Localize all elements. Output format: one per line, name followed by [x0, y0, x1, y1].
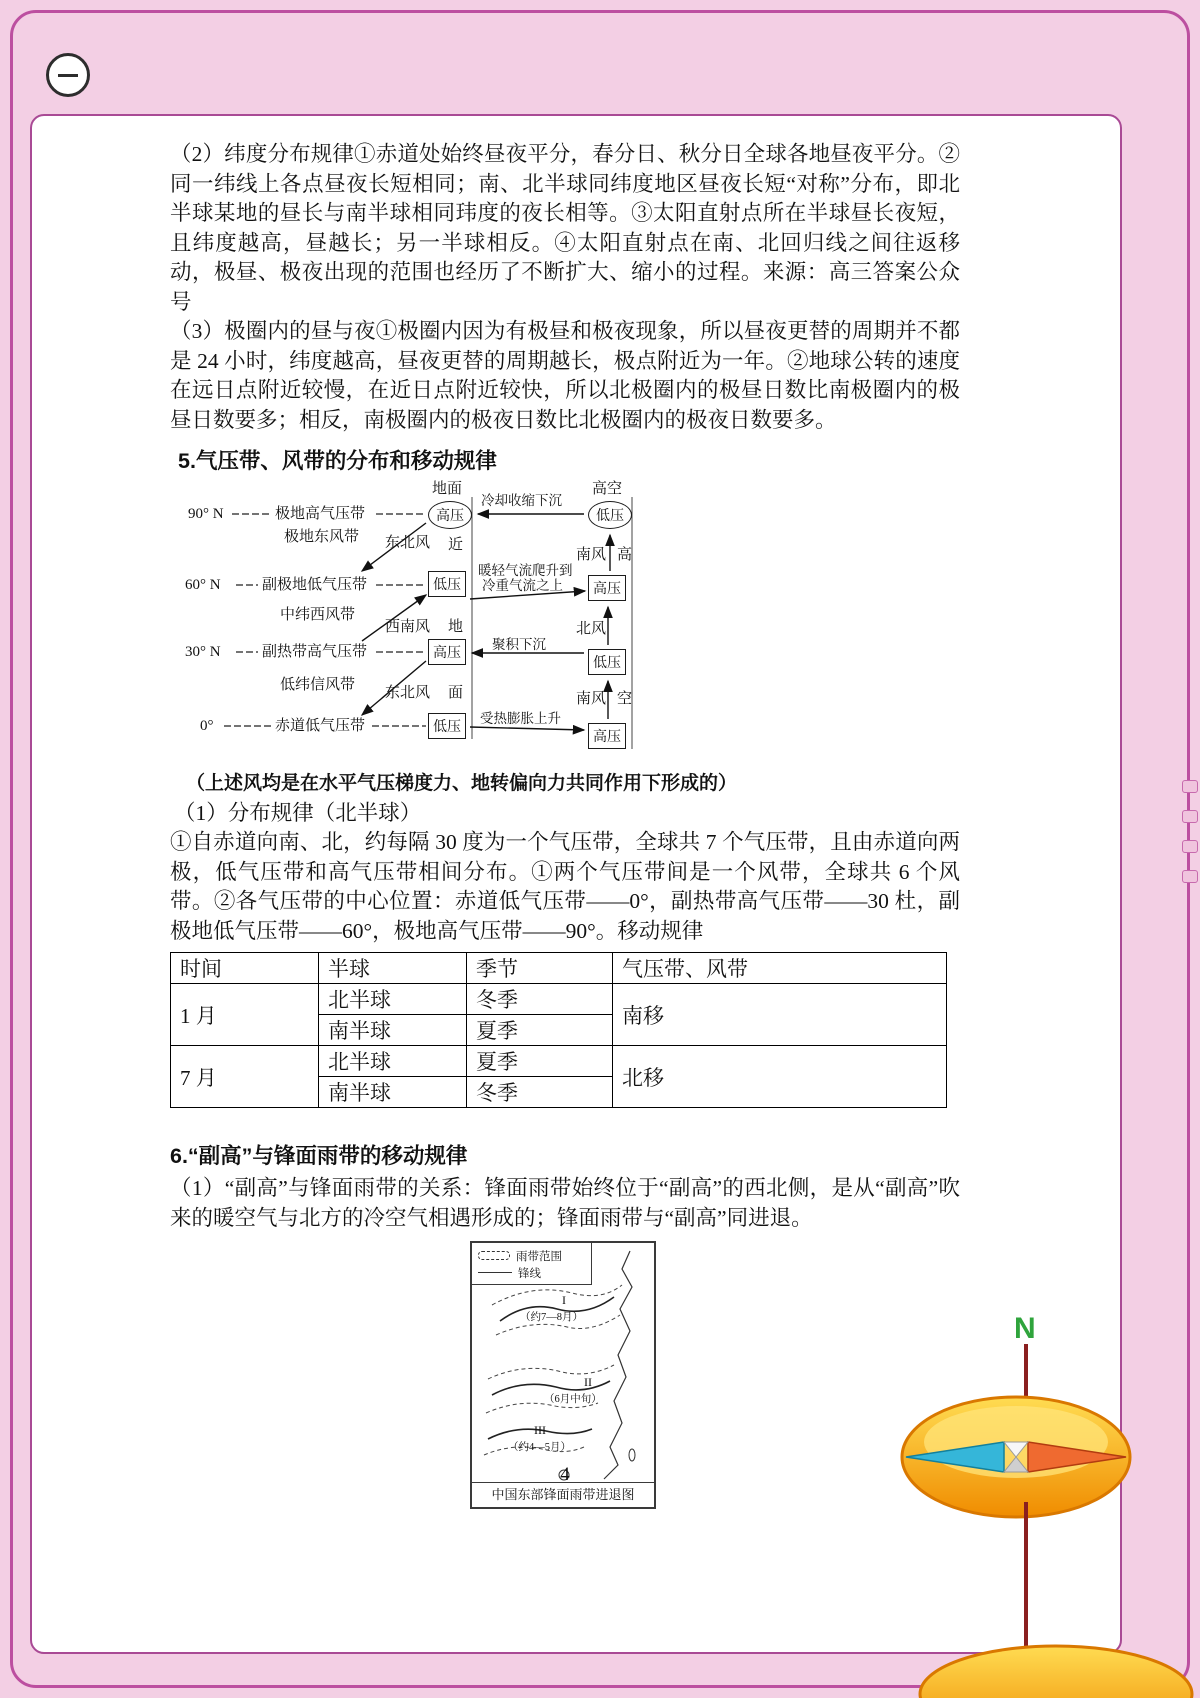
- rule-paragraph: ①自赤道向南、北，约每隔 30 度为一个气压带，全球共 7 个气压带，且由赤道向两极，低气压带和高气压带相间分布。①两个气压带间是一个风带，全球共 6 个风带。②各气压带的中心位置：赤道低气压带——0°，副热带高气压带——30 杜，副极地低气压带——60°，极地高气压带——90°。移动规律: [170, 830, 960, 943]
- table-header-row: [171, 953, 947, 984]
- cell-time: 7 月: [171, 1046, 319, 1108]
- high-char: 高: [617, 547, 633, 563]
- table-row: [171, 984, 947, 1015]
- col-hemisphere: 半球: [319, 953, 467, 984]
- movement-table: [170, 952, 947, 1108]
- table-row: [171, 1046, 947, 1077]
- wind-ne-2: 东北风: [385, 685, 431, 701]
- rainbelt-1-label: I: [562, 1293, 566, 1307]
- lat-30: 30° N: [185, 644, 221, 660]
- col-season: 季节: [467, 953, 613, 984]
- rainbelt-sample-icon: [478, 1251, 510, 1260]
- wind-trade: 低纬信风带: [280, 677, 356, 693]
- near-char: 近: [448, 537, 464, 553]
- lat-60: 60° N: [185, 577, 221, 593]
- high-pressure-box: 高压: [588, 575, 626, 601]
- wind-sw: 西南风: [385, 619, 431, 635]
- heat-rise-label: 受热膨胀上升: [480, 711, 561, 726]
- col-belt: 气压带、风带: [613, 953, 947, 984]
- belt-subpolar-low: 副极地低气压带: [262, 577, 368, 593]
- cell-season: 冬季: [467, 1077, 613, 1108]
- rainbelt-1-date: （约7—8月）: [520, 1312, 583, 1323]
- surface-char: 面: [448, 685, 464, 701]
- low-pressure-box: 低压: [588, 501, 632, 529]
- high-pressure-box: 高压: [428, 639, 466, 665]
- section5-title: 5.气压带、风带的分布和移动规律: [178, 449, 497, 473]
- south-wind-1: 南风: [576, 547, 607, 563]
- page-number: 4: [560, 1464, 570, 1485]
- cell-season: 冬季: [467, 984, 613, 1015]
- col-time: 时间: [171, 953, 319, 984]
- diagram-caption: （上述风均是在水平气压梯度力、地转偏向力共同作用下形成的）: [186, 773, 738, 794]
- edge-tab: [1182, 780, 1198, 793]
- paragraph-polar-circle: （3）极圈内的昼与夜①极圈内因为有极昼和极夜现象，所以昼夜更替的周期并不都是 24 小时，纬度越高，昼夜更替的周期越长，极点附近为一年。②地球公转的速度在远日点附近较慢，在近日点附近较快，所以北极圈内的极昼日数比南极圈内的极昼日数要多；相反，南极圈内的极夜日数比北极圈内的极夜日数要多。: [170, 319, 960, 432]
- cell-move: 南移: [613, 984, 947, 1046]
- wind-polar-east: 极地东风带: [284, 529, 360, 545]
- legend-front-label: 锋线: [518, 1267, 541, 1280]
- rule-title: （1）分布规律（北半球）: [174, 801, 422, 825]
- cell-hemisphere: 北半球: [319, 984, 467, 1015]
- belt-subtropical-high: 副热带高气压带: [262, 644, 368, 660]
- belt-polar-high: 极地高气压带: [275, 506, 366, 522]
- sky-char: 空: [617, 691, 633, 707]
- rainbelt-2-date: （6月中旬）: [544, 1394, 602, 1405]
- section6-paragraph: （1）“副高”与锋面雨带的关系：锋面雨带始终位于“副高”的西北侧，是从“副高”吹来的暖空气与北方的冷空气相遇形成的；锋面雨带与“副高”同进退。: [170, 1176, 960, 1230]
- accumulate-sink-label: 聚积下沉: [492, 637, 546, 652]
- cool-sink-label: 冷却收缩下沉: [481, 493, 562, 508]
- rainbelt-3-label: III: [534, 1423, 546, 1437]
- ground-char: 地: [448, 619, 464, 635]
- wind-ne-1: 东北风: [385, 535, 431, 551]
- lat-90: 90° N: [188, 506, 224, 522]
- ground-label: 地面: [432, 481, 463, 497]
- lat-0: 0°: [200, 718, 214, 734]
- minus-icon: [58, 74, 78, 77]
- minus-circle-icon[interactable]: [46, 53, 90, 97]
- frontline-sample-icon: [478, 1272, 512, 1273]
- cell-season: 夏季: [467, 1046, 613, 1077]
- map-caption: 中国东部锋面雨带进退图: [472, 1482, 654, 1507]
- cell-move: 北移: [613, 1046, 947, 1108]
- cell-season: 夏季: [467, 1015, 613, 1046]
- north-wind: 北风: [576, 621, 607, 637]
- lower-disc: [920, 1646, 1192, 1698]
- sky-label: 高空: [592, 481, 623, 497]
- low-pressure-box: 低压: [428, 713, 466, 739]
- edge-tab: [1182, 840, 1198, 853]
- cell-hemisphere: 南半球: [319, 1077, 467, 1108]
- high-pressure-box: 高压: [428, 501, 472, 529]
- cell-time: 1 月: [171, 984, 319, 1046]
- low-pressure-box: 低压: [588, 649, 626, 675]
- north-label: N: [1014, 1312, 1036, 1345]
- rainbelt-2-label: II: [584, 1375, 592, 1389]
- wind-westerlies: 中纬西风带: [280, 607, 356, 623]
- edge-tab: [1182, 810, 1198, 823]
- low-pressure-box: 低压: [428, 571, 466, 597]
- south-wind-2: 南风: [576, 691, 607, 707]
- cell-hemisphere: 南半球: [319, 1015, 467, 1046]
- belt-equatorial-low: 赤道低气压带: [275, 718, 366, 734]
- edge-tab: [1182, 870, 1198, 883]
- legend-rain-label: 雨带范围: [516, 1250, 562, 1263]
- cell-hemisphere: 北半球: [319, 1046, 467, 1077]
- circulation-diagram: [180, 481, 680, 763]
- paragraph-latitude-rules: （2）纬度分布规律①赤道处始终昼夜平分，春分日、秋分日全球各地昼夜平分。②同一纬线上各点昼夜长短相同；南、北半球同纬度地区昼夜长短“对称”分布，即北半球某地的昼长与南半球相同玮度的夜长相等。③太阳直射点所在半球昼长夜短，且纬度越高，昼越长；另一半球相反。④太阳直射点在南、北回归线之间往返移动，极昼、极夜出现的范围也经历了不断扩大、缩小的过程。来源：高三答案公众号: [170, 142, 960, 314]
- high-pressure-box: 高压: [588, 723, 626, 749]
- compass-decoration: [876, 1294, 1200, 1698]
- map-legend: [472, 1243, 592, 1285]
- warm-climb-2: 冷重气流之上: [482, 578, 563, 593]
- rainbelt-3-date: （约4—5月）: [508, 1442, 571, 1453]
- warm-climb-1: 暖轻气流爬升到: [478, 563, 573, 578]
- section6-title: 6.“副高”与锋面雨带的移动规律: [170, 1144, 468, 1168]
